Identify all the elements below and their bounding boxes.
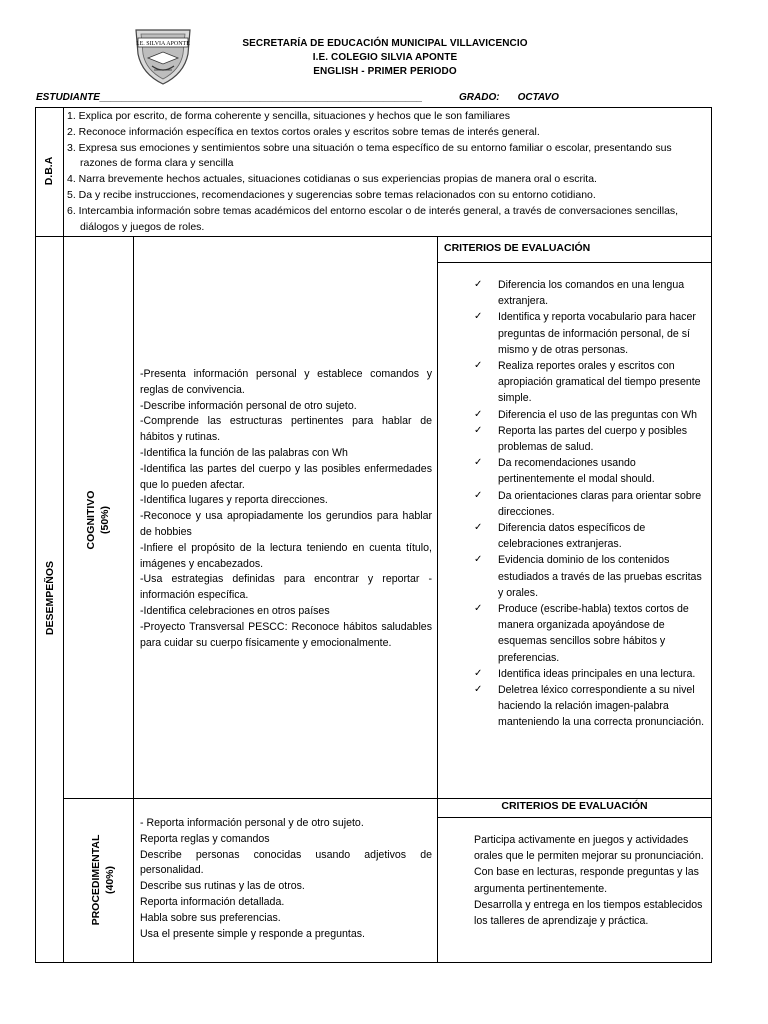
dba-item: 2. Reconoce información específica en textos cortos orales y escritos sobre temas de interés general. bbox=[67, 125, 540, 138]
criteria-text: Da recomendaciones usando pertinentemente el modal should. bbox=[498, 457, 655, 486]
cognitivo-description bbox=[140, 367, 432, 651]
procedimental-title: PROCEDIMENTAL bbox=[90, 834, 102, 926]
check-icon: ✓ bbox=[474, 667, 483, 679]
criteria-text: Reporta las partes del cuerpo y posibles problemas de salud. bbox=[498, 424, 688, 454]
logo-text: I.E. SILVIA APONTE bbox=[136, 41, 190, 47]
criteria-item bbox=[474, 309, 706, 358]
criteria-item bbox=[474, 682, 706, 731]
criteria-column-divider bbox=[437, 236, 438, 963]
grade-label: GRADO: bbox=[459, 92, 500, 103]
criteria-item bbox=[474, 277, 706, 309]
cognitivo-label bbox=[84, 470, 112, 570]
criteria-text: Identifica y reporta vocabulario para hacer preguntas de información personal, de sí mismo y de otras personas. bbox=[498, 311, 696, 356]
criteria-item bbox=[474, 666, 706, 682]
subcategory-column-divider bbox=[133, 236, 134, 963]
cognitivo-bottom-divider bbox=[63, 798, 712, 799]
criteria-item bbox=[474, 455, 706, 487]
criteria-item bbox=[474, 552, 706, 601]
procedimental-criteria-title: CRITERIOS DE EVALUACIÓN bbox=[501, 800, 648, 812]
procedimental-line: - Reporta información personal y de otro sujeto. bbox=[140, 817, 364, 829]
cognitivo-line: -Identifica lugares y reporta direcciones. bbox=[140, 494, 328, 507]
procedimental-criteria-item: Participa activamente en juegos y actividades orales que le permiten mejorar su pronunciación. bbox=[474, 834, 704, 863]
dba-item: 4. Narra brevemente hechos actuales, situaciones cotidianas o sus experiencias propias de manera oral o escrita. bbox=[67, 173, 597, 186]
cognitivo-line: -Usa estrategias definidas para encontrar y reportar - información específica. bbox=[140, 573, 432, 602]
header-school: I.E. COLEGIO SILVIA APONTE bbox=[312, 52, 458, 63]
criteria-header-divider bbox=[437, 262, 712, 263]
procedimental-line: Describe personas conocidas usando adjetivos de personalidad. bbox=[140, 848, 432, 877]
procedimental-criteria-item: Con base en lecturas, responde preguntas y las argumenta pertinentemente. bbox=[474, 866, 699, 895]
procedimental-percent: (40%) bbox=[104, 866, 116, 895]
criteria-item bbox=[474, 488, 706, 520]
criteria-text: Da orientaciones claras para orientar sobre direcciones. bbox=[498, 489, 702, 518]
cognitivo-title: COGNITIVO bbox=[85, 490, 97, 550]
dba-list bbox=[67, 109, 709, 235]
check-icon: ✓ bbox=[474, 360, 483, 372]
procedimental-criteria-item: Desarrolla y entrega en los tiempos establecidos los talleres de aprendizaje y práctica. bbox=[474, 898, 703, 928]
cognitivo-line: -Identifica celebraciones en otros países bbox=[140, 604, 330, 617]
criteria-text: Evidencia dominio de los contenidos estudiados a través de las pruebas escritas y orales. bbox=[498, 554, 702, 599]
header-secretaria: SECRETARÍA DE EDUCACIÓN MUNICIPAL VILLAVICENCIO bbox=[242, 38, 528, 49]
criteria-text: Produce (escribe-habla) textos cortos de manera organizada apoyándose de esquemas sencillos sobre hábitos y preferencias. bbox=[498, 603, 689, 664]
dba-item: 1. Explica por escrito, de forma coherente y sencilla, situaciones y hechos que le son familiares bbox=[67, 110, 510, 122]
desempenos-label: DESEMPEÑOS bbox=[44, 560, 56, 636]
check-icon: ✓ bbox=[474, 603, 483, 615]
header-subject-period: ENGLISH - PRIMER PERIODO bbox=[313, 66, 457, 77]
check-icon: ✓ bbox=[474, 408, 483, 420]
check-icon: ✓ bbox=[474, 522, 483, 534]
cognitivo-line: -Reconoce y usa apropiadamente los gerundios para hablar de hobbies bbox=[140, 510, 432, 538]
cognitivo-line: -Identifica la función de las palabras con Wh bbox=[140, 446, 348, 459]
procedimental-line: Usa el presente simple y responde a preguntas. bbox=[140, 927, 365, 940]
check-icon: ✓ bbox=[474, 311, 483, 323]
label-column-divider bbox=[63, 107, 64, 963]
criteria-text: Diferencia el uso de las preguntas con Wh bbox=[498, 408, 698, 421]
cognitivo-line: -Presenta información personal y establece comandos y reglas de convivencia. bbox=[140, 368, 432, 396]
school-crest-logo bbox=[132, 24, 194, 86]
procedimental-label bbox=[89, 825, 117, 935]
check-icon: ✓ bbox=[474, 279, 483, 290]
document-header bbox=[0, 0, 768, 100]
grade-value: OCTAVO bbox=[517, 92, 559, 103]
check-icon: ✓ bbox=[474, 457, 483, 469]
check-icon: ✓ bbox=[474, 554, 483, 566]
dba-item: 5. Da y recibe instrucciones, recomendaciones y sugerencias sobre temas relacionados con su entorno cotidiano. bbox=[67, 188, 596, 201]
criteria-text: Diferencia datos específicos de celebraciones extranjeras. bbox=[498, 522, 646, 551]
procedimental-line: Reporta reglas y comandos bbox=[140, 832, 270, 845]
check-icon: ✓ bbox=[474, 424, 483, 436]
criteria-item bbox=[474, 407, 706, 423]
criteria-text: Identifica ideas principales en una lectura. bbox=[498, 667, 696, 680]
dba-item: 6. Intercambia información sobre temas académicos del entorno escolar o de interés general, a través de conversaciones sencillas, diálogos y juegos de roles. bbox=[67, 204, 679, 233]
check-icon: ✓ bbox=[474, 489, 483, 501]
cognitivo-line: -Describe información personal de otro sujeto. bbox=[140, 399, 357, 412]
criteria-item bbox=[474, 358, 706, 407]
cognitivo-line: -Comprende las estructuras pertinentes para hablar de hábitos y rutinas. bbox=[140, 415, 432, 444]
procedimental-line: Habla sobre sus preferencias. bbox=[140, 911, 281, 924]
dba-bottom-divider bbox=[35, 236, 712, 237]
cognitivo-percent: (50%) bbox=[99, 506, 111, 535]
criteria-item bbox=[474, 601, 706, 666]
student-name-line: ESTUDIANTE__________________________________________________________ bbox=[36, 92, 423, 103]
dba-item: 3. Expresa sus emociones y sentimientos sobre una situación o tema específico de su entorno familiar o escolar, presentando sus razones de forma clara y sencilla bbox=[67, 141, 672, 170]
grade-field bbox=[459, 92, 559, 103]
procedimental-line: Reporta información detallada. bbox=[140, 895, 285, 908]
criteria-text: Realiza reportes orales y escritos con apropiación gramatical del tiempo presente simple. bbox=[498, 360, 701, 405]
dba-label: D.B.A bbox=[43, 156, 55, 186]
cognitivo-criteria-list bbox=[474, 277, 706, 731]
criteria-text: Diferencia los comandos en una lengua extranjera. bbox=[498, 279, 685, 308]
criteria-item bbox=[474, 423, 706, 455]
cognitivo-line: -Proyecto Transversal PESCC: Reconoce hábitos saludables para cuidar su cuerpo físicamente y emocionalmente. bbox=[140, 620, 432, 649]
procedimental-line: Describe sus rutinas y las de otros. bbox=[140, 880, 305, 893]
procedimental-description bbox=[140, 816, 432, 942]
cognitivo-criteria-title: CRITERIOS DE EVALUACIÓN bbox=[444, 242, 591, 254]
criteria-text: Deletrea léxico correspondiente a su nivel haciendo la relación imagen-palabra manteniendo la una correcta pronunciación. bbox=[498, 684, 705, 729]
check-icon: ✓ bbox=[474, 684, 483, 696]
criteria-item bbox=[474, 520, 706, 552]
procedimental-criteria bbox=[474, 832, 706, 929]
cognitivo-line: -Infiere el propósito de la lectura teniendo en cuenta título, imágenes y encabezados. bbox=[140, 541, 432, 570]
proc-criteria-header-divider bbox=[437, 817, 712, 818]
cognitivo-line: -Identifica las partes del cuerpo y las posibles enfermedades que lo pueden afectar. bbox=[140, 462, 432, 491]
